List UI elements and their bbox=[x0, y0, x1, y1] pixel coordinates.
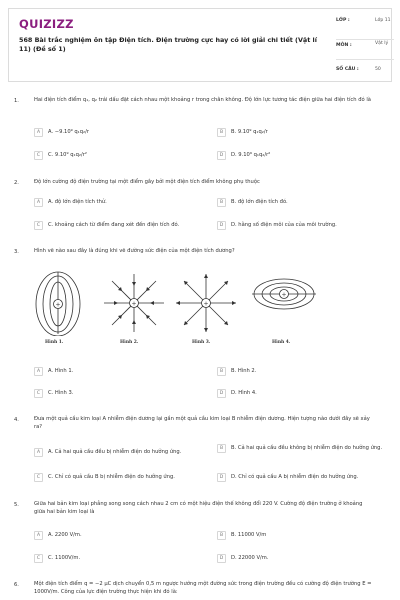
option-text: D. 9.10⁹ q₁q₂/r² bbox=[231, 152, 271, 158]
figure-3-diagram bbox=[170, 270, 242, 336]
svg-text:+: + bbox=[281, 291, 287, 299]
option-text: A. Cả hai quả cầu đều bị nhiễm điện do hưởng ứng. bbox=[48, 449, 182, 455]
figure-1-label: Hình 1. bbox=[45, 340, 64, 345]
question-3-text: Hình vẽ nào sau đây là đúng khi vẽ đường sức điện của một điện tích dương? bbox=[34, 248, 235, 254]
worksheet-header bbox=[8, 8, 392, 82]
option-letter: D bbox=[217, 473, 226, 482]
option-text: B. 11000 V/m bbox=[231, 532, 267, 538]
option-letter: A bbox=[34, 198, 43, 207]
option-text: B. 9.10⁹ q₁q₂/r bbox=[231, 129, 268, 135]
option-letter: D bbox=[217, 221, 226, 230]
option-letter: B bbox=[217, 531, 226, 540]
option-text: B. Hình 2. bbox=[231, 368, 257, 374]
option-text: C. 1100V/m. bbox=[48, 555, 81, 561]
option-text: D. hằng số điện môi của của môi trường. bbox=[231, 222, 337, 228]
question-2-text: Độ lớn cường độ điện trường tại một điểm gây bởi một điện tích điểm không phụ thuộc bbox=[34, 179, 260, 185]
question-1-text: Hai điện tích điểm q₁, q₂ trái dấu đặt cách nhau một khoảng r trong chân không. Độ lớn lực tương tác điện giữa hai điện tích đó là bbox=[34, 97, 371, 103]
document-title: 568 Bài trắc nghiệm ôn tập Điện tích. Điện trường cực hay có lời giải chi tiết (Vật lí 11) (Đề số 1) bbox=[19, 36, 317, 53]
question-5-number: 5. bbox=[14, 502, 19, 508]
figure-2 bbox=[98, 270, 170, 348]
figure-4-label: Hình 4. bbox=[272, 340, 291, 345]
quizizz-logo: QUIZIZZ bbox=[19, 17, 74, 31]
figure-1 bbox=[18, 270, 98, 348]
question-3-number: 3. bbox=[14, 249, 19, 255]
option-letter: D bbox=[217, 554, 226, 563]
figure-3 bbox=[170, 270, 242, 348]
option-letter: C bbox=[34, 151, 43, 160]
option-letter: A bbox=[34, 531, 43, 540]
question-4-text: Đưa một quả cầu kim loại A nhiễm điện dương lại gần một quả cầu kim loại B nhiễm điện dương. Hiện tượng nào dưới đây sẽ xảy ra? bbox=[34, 416, 370, 430]
subject-value: Vật lý bbox=[375, 41, 389, 46]
option-text: D. Hình 4. bbox=[231, 390, 257, 396]
divider bbox=[336, 59, 394, 60]
figure-2-label: Hình 2. bbox=[120, 340, 139, 345]
svg-text:+: + bbox=[55, 301, 61, 309]
option-letter: B bbox=[217, 198, 226, 207]
option-text: C. Hình 3. bbox=[48, 390, 74, 396]
option-letter: D bbox=[217, 389, 226, 398]
figure-1-diagram bbox=[18, 270, 98, 336]
svg-text:+: + bbox=[203, 300, 209, 308]
option-letter: D bbox=[217, 151, 226, 160]
count-label: SỐ CÂU : bbox=[336, 67, 359, 72]
option-text: C. Chỉ có quả cầu B bị nhiễm điện do hưởng ứng. bbox=[48, 474, 175, 480]
option-letter: A bbox=[34, 128, 43, 137]
option-letter: C bbox=[34, 221, 43, 230]
figure-3-label: Hình 3. bbox=[192, 340, 211, 345]
option-letter: C bbox=[34, 389, 43, 398]
class-value: Lớp 11 bbox=[375, 18, 391, 23]
option-text: A. −9.10⁹ q₁q₂/r bbox=[48, 129, 90, 135]
option-letter: A bbox=[34, 448, 43, 457]
option-letter: A bbox=[34, 367, 43, 376]
svg-text:+: + bbox=[131, 300, 137, 308]
option-letter: B bbox=[217, 128, 226, 137]
figure-4-diagram bbox=[244, 270, 324, 336]
option-text: B. độ lớn điện tích đó. bbox=[231, 199, 288, 205]
divider bbox=[336, 39, 394, 40]
option-text: C. 9.10⁹ q₁q₂/r² bbox=[48, 152, 87, 158]
question-6-text: Một điện tích điểm q = −2 μC dịch chuyển 0,5 m ngược hướng một đường sức trong điện trường đều có cường độ điện trường E = 1000V/m. Công của lực điện trường thực hiện khi đó là: bbox=[34, 581, 372, 595]
class-label: LỚP : bbox=[336, 18, 350, 23]
question-4-number: 4. bbox=[14, 417, 19, 423]
subject-label: MÔN : bbox=[336, 43, 352, 48]
figure-2-diagram bbox=[98, 270, 170, 336]
option-text: C. khoảng cách từ điểm đang xét đến điện tích đó. bbox=[48, 222, 180, 228]
option-text: A. độ lớn điện tích thử. bbox=[48, 199, 107, 205]
option-letter: C bbox=[34, 554, 43, 563]
option-text: A. 2200 V/m. bbox=[48, 532, 82, 538]
question-6-number: 6. bbox=[14, 582, 19, 588]
option-letter: B bbox=[217, 444, 226, 453]
figure-4 bbox=[244, 270, 324, 348]
option-text: D. Chỉ có quả cầu A bị nhiễm điện do hưởng ứng. bbox=[231, 474, 359, 480]
option-text: D. 22000 V/m. bbox=[231, 555, 269, 561]
option-text: A. Hình 1. bbox=[48, 368, 74, 374]
question-5-text: Giữa hai bản kim loại phẳng song song cách nhau 2 cm có một hiệu điện thế không đổi 220 V. Cường độ điện trường ở khoảng giữa hai bản kim loại là bbox=[34, 501, 363, 515]
option-text: B. Cả hai quả cầu đều không bị nhiễm điện do hưởng ứng. bbox=[231, 445, 383, 451]
question-1-number: 1. bbox=[14, 98, 19, 104]
option-letter: C bbox=[34, 473, 43, 482]
option-letter: B bbox=[217, 367, 226, 376]
question-2-number: 2. bbox=[14, 180, 19, 186]
count-value: 50 bbox=[375, 67, 381, 72]
